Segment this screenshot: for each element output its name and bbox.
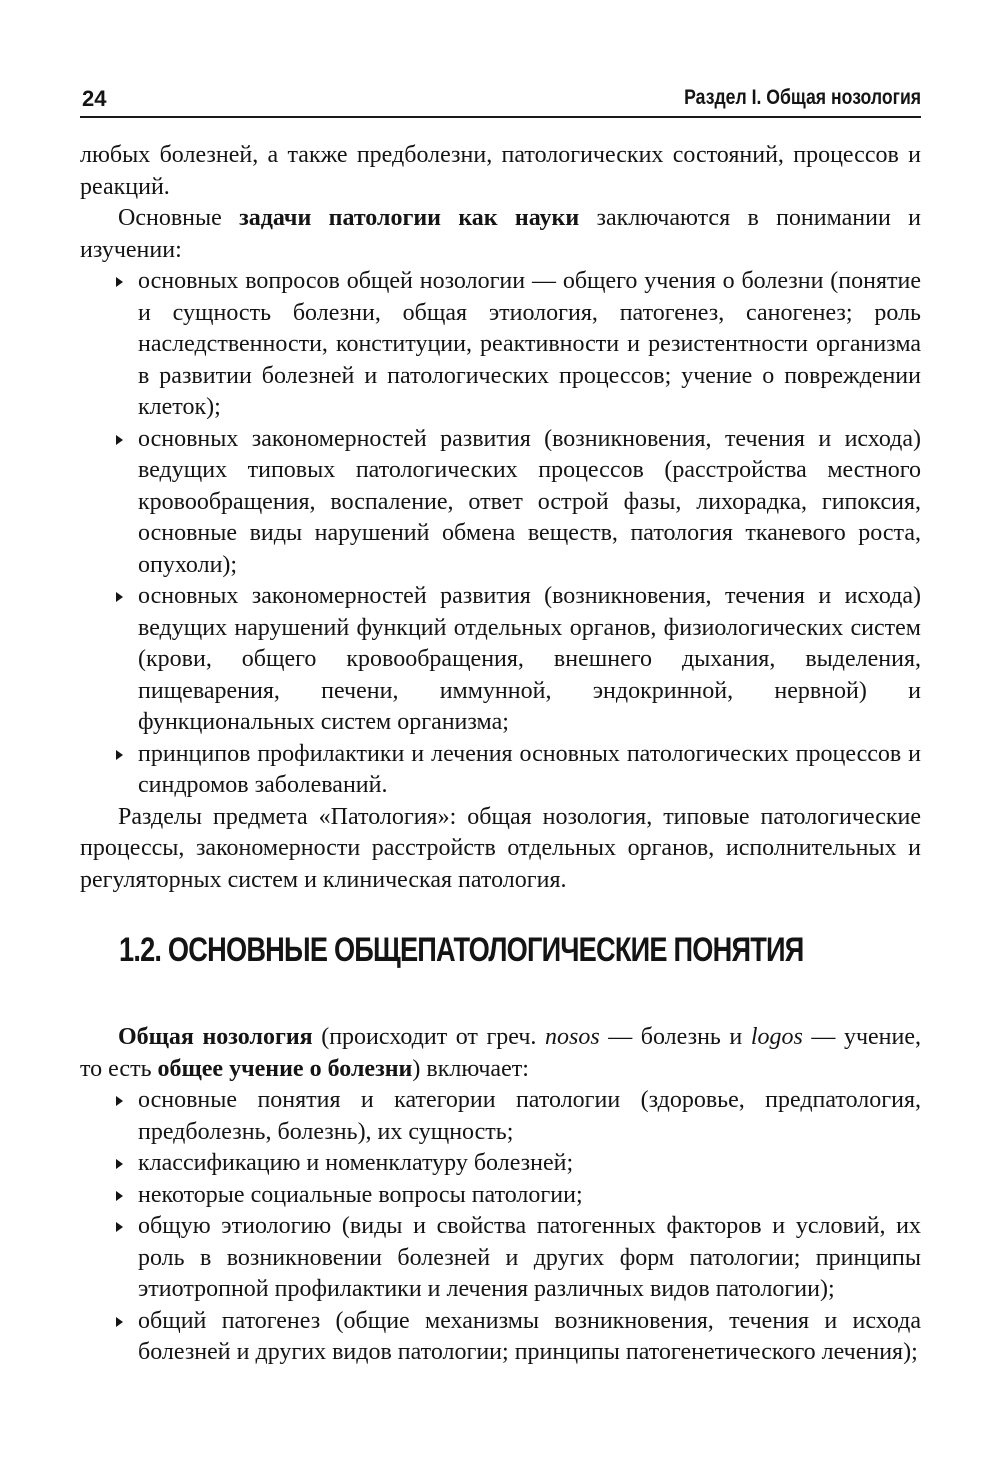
- list-item-text: общий патогенез (общие механизмы возникновения, течения и исхода болезней и других видов патологии; принципы патогенетического лечения);: [138, 1307, 921, 1365]
- list-item: [80, 1085, 921, 1148]
- nosology-term: Общая нозология: [118, 1024, 313, 1050]
- page-number: 24: [82, 86, 107, 111]
- list-item: [80, 581, 921, 739]
- sections-paragraph: Разделы предмета «Патология»: общая нозология, типовые патологические процессы, закономерности расстройств отдельных органов, исполнительных и регуляторных систем и клиническая патология.: [80, 803, 921, 893]
- list-item-text: некоторые социальные вопросы патологии;: [138, 1181, 583, 1208]
- bullet-triangle-icon: [116, 592, 123, 602]
- running-section-title: Раздел I. Общая нозология: [684, 86, 921, 109]
- list-item: [80, 1306, 921, 1369]
- tasks-term: задачи патологии как науки: [239, 205, 580, 231]
- list-item-text: принципов профилактики и лечения основных патологических процессов и синдромов заболеваний.: [138, 740, 921, 798]
- nosology-text-3: — учение, то есть: [80, 1024, 922, 1082]
- nosology-text-2: — болезнь и: [599, 1024, 751, 1050]
- list-item-text: основных закономерностей развития (возникновения, течения и исхода) ведущих типовых патологических процессов (расстройства местного кровообращения, воспаление, ответ острой фазы, лихорадка, гипоксия, основные виды нарушений обмена веществ, патология тканевого роста, опухоли);: [138, 425, 921, 578]
- nosology-includes-list: [80, 1085, 921, 1369]
- tasks-intro-paragraph: [80, 203, 921, 266]
- greek-word-nosos: nosos: [544, 1024, 600, 1050]
- nosology-text-1: (происходит от греч.: [312, 1024, 545, 1050]
- bullet-triangle-icon: [116, 1159, 123, 1169]
- list-item-text: основные понятия и категории патологии (здоровье, предпатология, предболезнь, болезнь), их сущность;: [138, 1087, 921, 1145]
- section-heading: 1.2. ОСНОВНЫЕ ОБЩЕПАТОЛОГИЧЕСКИЕ ПОНЯТИЯ: [119, 931, 804, 969]
- page-body: [80, 140, 921, 1369]
- tasks-intro-tail: заключаются в понимании и изучении:: [80, 205, 921, 263]
- list-item: [80, 1180, 921, 1212]
- list-item-text: общую этиологию (виды и свойства патогенных факторов и условий, их роль в возникновении болезней и других форм патологии; принципы этиотропной профилактики и лечения различных видов патологии);: [138, 1213, 921, 1302]
- bullet-triangle-icon: [116, 435, 123, 445]
- running-header: [80, 82, 921, 118]
- bullet-triangle-icon: [116, 1317, 123, 1327]
- tasks-intro-lead: Основные: [118, 205, 240, 231]
- list-item-text: основных вопросов общей нозологии — общего учения о болезни (понятие и сущность болезни, общая этиология, патогенез, саногенез; роль наследственности, конституции, реактивности и резистентности организма в развитии болезней и патологических процессов; учение о повреждении клеток);: [138, 268, 921, 420]
- section-heading-block: [80, 896, 921, 1022]
- tasks-list: [80, 266, 921, 802]
- list-item: [80, 1211, 921, 1306]
- bullet-triangle-icon: [116, 1191, 123, 1201]
- nosology-definition: общее учение о болезни: [157, 1055, 413, 1082]
- list-item: [80, 424, 921, 582]
- list-item: [80, 266, 921, 424]
- list-item-text: классификацию и номенклатуру болезней;: [138, 1150, 574, 1176]
- bullet-triangle-icon: [116, 750, 123, 760]
- continuation-paragraph: любых болезней, а также предболезни, патологических состояний, процессов и реакций.: [80, 142, 921, 200]
- bullet-triangle-icon: [116, 1096, 123, 1106]
- nosology-paragraph: [80, 1022, 921, 1085]
- greek-word-logos: logos: [750, 1024, 803, 1050]
- list-item: [80, 739, 921, 802]
- bullet-triangle-icon: [116, 1222, 123, 1232]
- nosology-text-4: ) включает:: [412, 1055, 529, 1082]
- list-item-text: основных закономерностей развития (возникновения, течения и исхода) ведущих нарушений функций отдельных органов, физиологических систем (крови, общего кровообращения, внешнего дыхания, выделения, пищеварения, печени, иммунной, эндокринной, нервной) и функциональных систем организма;: [138, 583, 921, 735]
- bullet-triangle-icon: [116, 277, 123, 287]
- list-item: [80, 1148, 921, 1180]
